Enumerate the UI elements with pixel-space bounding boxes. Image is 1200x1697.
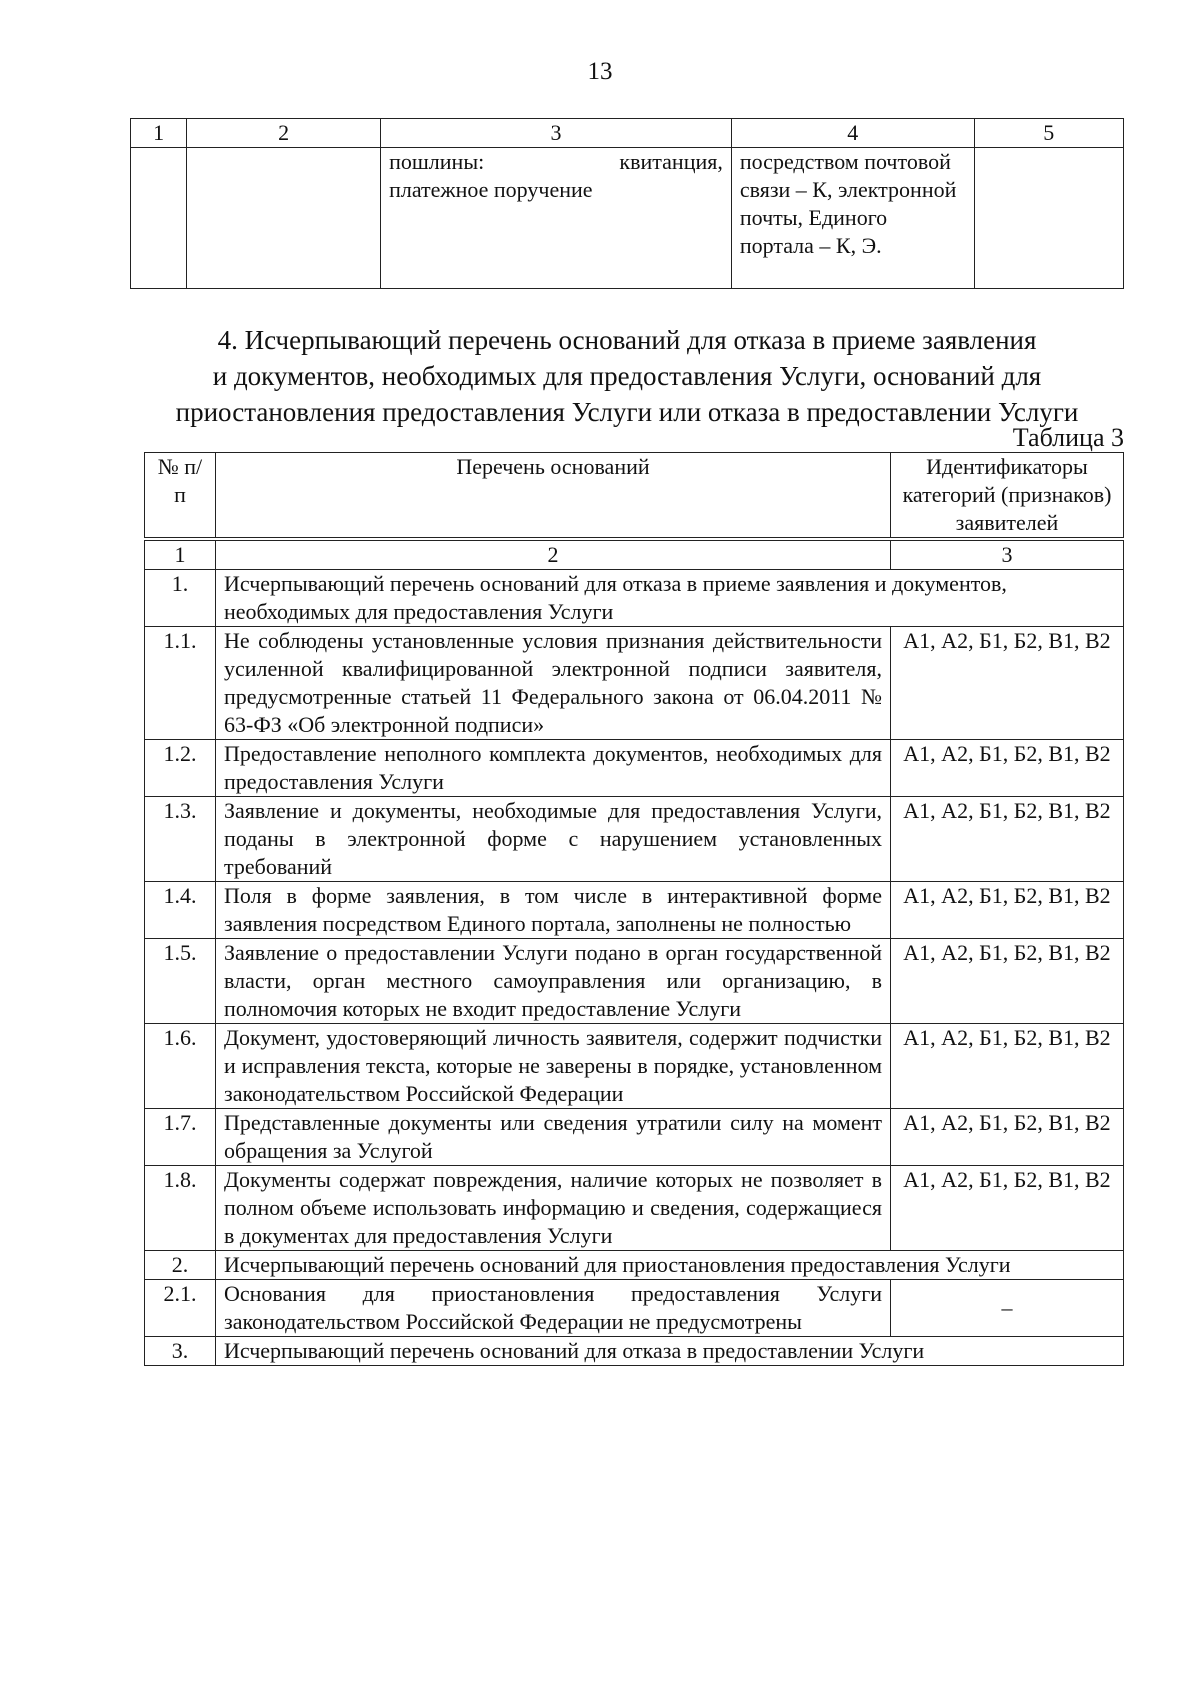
row-number: 1.1. [145,627,216,740]
row-number: 2.1. [145,1280,216,1337]
table3-header [144,452,1124,538]
table-row [145,1251,1124,1280]
row-number: 1.4. [145,882,216,939]
table-row [145,939,1124,1024]
column-number: 3 [891,541,1124,570]
column-number-row [145,541,1124,570]
row-number: 1. [145,570,216,627]
row-ids: А1, А2, Б1, Б2, В1, В2 [891,1166,1124,1251]
table-cell [131,148,187,289]
table-row [145,570,1124,627]
row-reason: Документы содержат повреждения, наличие которых не позволяет в полном объеме использовать информацию и сведения, содержащиеся в документах для предоставления Услуги [216,1166,891,1251]
table-row [145,797,1124,882]
row-number: 1.2. [145,740,216,797]
table-row [145,1280,1124,1337]
row-reason: Исчерпывающий перечень оснований для приостановления предоставления Услуги [216,1251,1124,1280]
row-reason: Документ, удостоверяющий личность заявителя, содержит подчистки и исправления текста, которые не заверены в порядке, установленном законодательством Российской Федерации [216,1024,891,1109]
row-number: 1.7. [145,1109,216,1166]
header-num [145,453,216,538]
row-ids: А1, А2, Б1, Б2, В1, В2 [891,882,1124,939]
row-ids: А1, А2, Б1, Б2, В1, В2 [891,740,1124,797]
row-reason: Не соблюдены установленные условия признания действительности усиленной квалифицированной электронной подписи заявителя, предусмотренные статьей 11 Федерального закона от 06.04.2011 № 63-ФЗ «Об электронной подписи» [216,627,891,740]
header-num-text: № п/п [157,454,203,507]
column-number-row [131,119,1124,148]
row-reason: Поля в форме заявления, в том числе в интерактивной форме заявления посредством Единого портала, заполнены не полностью [216,882,891,939]
row-reason: Исчерпывающий перечень оснований для отказа в приеме заявления и документов, необходимых для предоставления Услуги [216,570,1124,627]
row-number: 1.5. [145,939,216,1024]
row-number: 1.8. [145,1166,216,1251]
row-reason: Основания для приостановления предоставления Услуги законодательством Российской Федерации не предусмотрены [216,1280,891,1337]
cell-text: квитанция, [619,149,723,174]
column-number: 4 [731,119,974,148]
section-heading [130,322,1124,430]
cell-text: пошлины: [389,149,485,174]
page-number: 13 [587,58,613,85]
row-number: 2. [145,1251,216,1280]
table-row [145,1109,1124,1166]
column-number: 2 [216,541,891,570]
row-reason: Исчерпывающий перечень оснований для отказа в предоставлении Услуги [216,1337,1124,1366]
column-number: 1 [145,541,216,570]
header-reasons: Перечень оснований [216,453,891,538]
row-ids: А1, А2, Б1, Б2, В1, В2 [891,939,1124,1024]
row-ids: А1, А2, Б1, Б2, В1, В2 [891,1024,1124,1109]
table-row [145,1166,1124,1251]
table-cell: посредством почтовой связи – К, электронной почты, Единого портала – К, Э. [731,148,974,289]
row-number: 1.3. [145,797,216,882]
row-ids: А1, А2, Б1, Б2, В1, В2 [891,1109,1124,1166]
table-label: Таблица 3 [1012,423,1124,452]
continued-table [130,118,1124,289]
header-ids: Идентификаторы категорий (признаков) заявителей [891,453,1124,538]
table-cell [974,148,1123,289]
cell-text: платежное поручение [389,177,593,202]
column-number: 1 [131,119,187,148]
row-reason: Предоставление неполного комплекта документов, необходимых для предоставления Услуги [216,740,891,797]
table-row [131,148,1124,289]
table-cell [381,148,732,289]
table-cell [187,148,381,289]
column-number: 3 [381,119,732,148]
table-row [145,627,1124,740]
heading-line: 4. Исчерпывающий перечень оснований для отказа в приеме заявления [217,325,1037,355]
column-number: 5 [974,119,1123,148]
table-row [145,882,1124,939]
row-ids: А1, А2, Б1, Б2, В1, В2 [891,797,1124,882]
row-reason: Представленные документы или сведения утратили силу на момент обращения за Услугой [216,1109,891,1166]
table-row [145,740,1124,797]
table3-rows [145,541,1124,1366]
column-number: 2 [187,119,381,148]
table3-body [144,540,1124,1366]
row-ids: А1, А2, Б1, Б2, В1, В2 [891,627,1124,740]
row-number: 1.6. [145,1024,216,1109]
row-number: 3. [145,1337,216,1366]
table-row [145,1337,1124,1366]
header-row [145,453,1124,538]
heading-line: приостановления предоставления Услуги или отказа в предоставлении Услуги [175,397,1079,427]
row-reason: Заявление и документы, необходимые для предоставления Услуги, поданы в электронной форме с нарушением установленных требований [216,797,891,882]
heading-line: и документов, необходимых для предоставления Услуги, оснований для [212,361,1042,391]
row-ids: – [891,1280,1124,1337]
table-row [145,1024,1124,1109]
row-reason: Заявление о предоставлении Услуги подано в орган государственной власти, орган местного самоуправления или организацию, в полномочия которых не входит предоставление Услуги [216,939,891,1024]
